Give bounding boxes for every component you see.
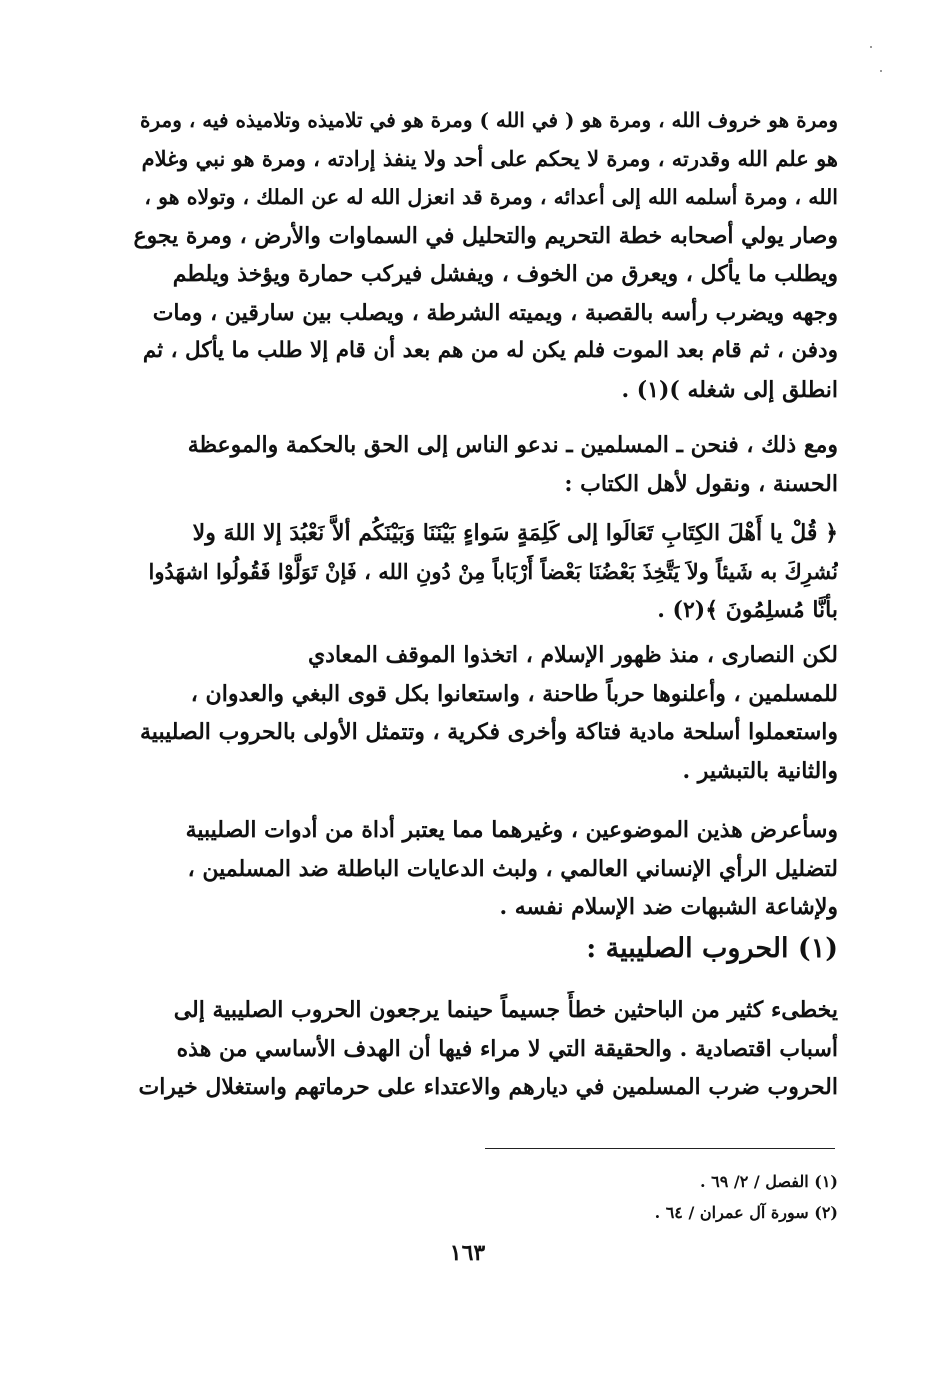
- text-line: ومع ذلك ، فنحن ـ المسلمين ـ ندعو الناس إلى الحق بالحكمة والموعظة: [187, 432, 838, 458]
- paragraph-5: [133, 811, 838, 927]
- paragraph-4: [133, 636, 838, 790]
- text-line: يخطىء كثير من الباحثين خطأً جسيماً حينما يرجعون الحروب الصليبية إلى: [173, 997, 838, 1023]
- page-number: ١٦٣: [449, 1240, 486, 1266]
- scan-speck: [870, 46, 872, 48]
- text-line: الحروب ضرب المسلمين في ديارهم والاعتداء على حرماتهم واستغلال خيرات: [138, 1074, 838, 1100]
- text-line: وسأعرض هذين الموضوعين ، وغيرهما مما يعتبر أداة من أدوات الصليبية: [185, 817, 838, 843]
- text-line: انطلق إلى شغله )(١) .: [621, 376, 838, 403]
- footnote-divider: [485, 1148, 835, 1149]
- text-line: ولإشاعة الشبهات ضد الإسلام نفسه .: [499, 894, 838, 920]
- footnotes: [238, 1166, 838, 1228]
- text-line: بأنَّا مُسلِمُونَ ﴾(٢) .: [657, 597, 838, 623]
- text-line: لتضليل الرأي الإنساني العالمي ، ولبث الدعايات الباطلة ضد المسلمين ،: [187, 855, 838, 882]
- text-line: واستعملوا أسلحة مادية فتاكة وأخرى فكرية ، وتتمثل الأولى بالحروب الصليبية: [140, 719, 838, 745]
- text-line: والثانية بالتبشير .: [682, 757, 838, 784]
- text-line: الحسنة ، ونقول لأهل الكتاب :: [564, 470, 838, 497]
- text-line: نُشرِكَ به شَيئاً ولاَ يَتَّخِذَ بَعْضُنَا بَعْضاً أَرْبَاباً مِنْ دُونِ الله ، فَإنْ تَوَلَّوْا فَقُولُوا اشهَدُوا: [148, 558, 838, 584]
- footnote-2: (٢) سورة آل عمران / ٦٤ .: [654, 1203, 838, 1222]
- section-heading: (١) الحروب الصليبية :: [586, 933, 838, 964]
- text-line: الله ، ومرة أسلمه الله إلى أعدائه ، ومرة قد انعزل الله له عن الملك ، وتولاه هو ،: [144, 185, 838, 209]
- text-line: ومرة هو خروف الله ، ومرة هو ( في الله ) ومرة هو في تلاميذه وتلاميذه فيه ، ومرة: [139, 108, 838, 132]
- scan-speck: [880, 70, 882, 72]
- paragraph-6: [133, 991, 838, 1107]
- text-line: ﴿ قُلْ يا أَهْلَ الكِتَابِ تَعَالَوا إلى كَلِمَةٍ سَواءٍ بَيْنَنَا وَبَيْنَكُم ألاَّ نَعْبُدَ إلا اللهَ ولا: [192, 520, 838, 546]
- text-line: ودفن ، ثم قام بعد الموت فلم يكن له من هم بعد أن قام إلا طلب ما يأكل ، ثم: [142, 338, 838, 363]
- paragraph-2: [133, 426, 838, 503]
- paragraph-1: [133, 101, 838, 409]
- text-line: للمسلمين ، وأعلنوها حرباً طاحنة ، واستعانوا بكل قوى البغي والعدوان ،: [190, 680, 838, 707]
- text-line: هو علم الله وقدرته ، ومرة لا يحكم على أحد ولا ينفذ إرادته ، ومرة هو نبي وغلام: [141, 145, 838, 171]
- text-line: وصار يولي أصحابه خطة التحريم والتحليل في السماوات والأرض ، ومرة يجوع: [133, 222, 838, 249]
- text-line: ويطلب ما يأكل ، ويعرق من الخوف ، ويفشل فيركب حمارة ويؤخذ ويلطم: [172, 261, 838, 287]
- text-line: وجهه ويضرب رأسه بالقصبة ، ويميته الشرطة ، ويصلب بين سارقين ، ومات: [152, 299, 838, 326]
- text-line: لكن النصارى ، منذ ظهور الإسلام ، اتخذوا الموقف المعادي: [307, 642, 838, 668]
- footnote-1: (١) الفصل / ٢/ ٦٩ .: [699, 1172, 838, 1191]
- text-line: أسباب اقتصادية . والحقيقة التي لا مراء فيها أن الهدف الأساسي من هذه: [176, 1035, 838, 1062]
- quran-verse: [133, 514, 838, 630]
